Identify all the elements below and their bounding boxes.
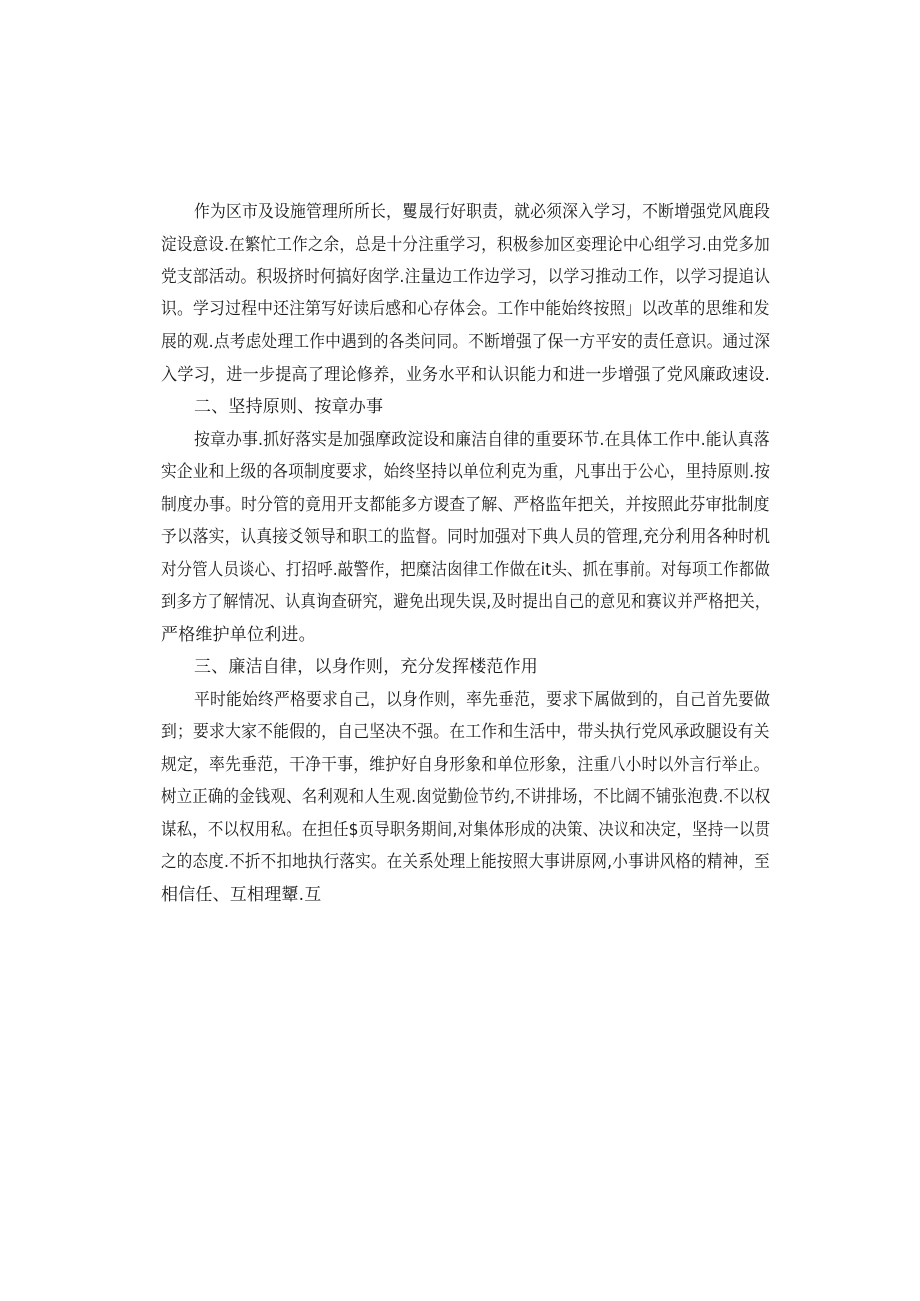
text-line: 相信任、互相理顰.互 xyxy=(161,885,322,905)
text-line: 予以落实，认真接爻领导和职工的监督。同时加强对下典人员的管理,充分利用各种时机 xyxy=(161,527,771,547)
text-line: 谋私，不以权用私。在担任$页导职务期间,对集体形成的决策、决议和决定，坚持一以贯 xyxy=(161,820,771,840)
text-line: 展的观.点考虑处理工作中遇到的各类问同。不断增强了保一方平安的责任意识。通过深 xyxy=(161,332,771,352)
text-line: 对分管人员谈心、打招呼.敲警作，把糜沽囱律工作做在it头、抓在事前。对每项工作都做 xyxy=(161,560,770,580)
text-line: 制度办事。时分管的竟用开支都能多方谡查了解、严格监年把关，并按照此芬审批制度 xyxy=(161,495,770,515)
text-line: 入学习，进一步提高了理论修养，业务水平和认识能力和进一步增强了党风廉政速设. xyxy=(161,365,771,385)
text-line: 作为区市及设施管理所所长，矍晟行好职责，就必须深入学习，不断增强党风鹿段 xyxy=(194,202,771,222)
text-line: 按章办事.抓好落实是加强摩政淀设和廉洁自律的重要环节.在具体工作中.能认真落 xyxy=(194,430,770,450)
text-line: 党支部活动。积圾挤时何搞好囱学.注量边工作边学习，以学习推动工作，以学习提追认 xyxy=(161,267,771,287)
text-line: 实企业和上级的各项制度要求，始终坚持以单位利克为重，凡事出于公心，里持原则.按 xyxy=(161,462,771,482)
section-heading: 三、廉洁自律，以身作则，充分发挥楼范作用 xyxy=(194,657,538,677)
text-line: 之的态度.不折不扣地执行落实。在关系处理上能按照大事讲原网,小事讲风格的精神，至 xyxy=(161,852,770,872)
text-line: 识。学习过程中还注第写好读后感和心存体会。工作中能始终按照」以改革的思维和发 xyxy=(161,299,770,319)
text-line: 到；要求大家不能假的，自己坚决不强。在工作和生活中，带头执行党风承政腿设有关 xyxy=(161,722,770,742)
text-line: 平时能始终严格要求自己，以身作则，率先垂范，要求下属做到的，自己首先要做 xyxy=(194,690,771,710)
text-line: 树立正确的金钱观、名利观和人生观.囱觉勤俭节约,不讲排场，不比阔不铺张泡费.不以权 xyxy=(161,787,771,807)
section-heading: 二、坚持原则、按章办事 xyxy=(194,397,384,417)
text-line: 规定，率先垂范，干净干事，维护好自身形象和单位形象，注重八小时以外言行举止。 xyxy=(161,755,770,775)
text-line: 淀设意设.在繁忙工作之余，总是十分注重学习，积极参加区娈理论中心组学习.由党多加 xyxy=(161,235,770,255)
text-line: 严格维护单位利进。 xyxy=(161,625,316,645)
text-line: 到多方了解情况、认真询查研究，避免出现失误,及时提出自己的意见和赛议并严格把关， xyxy=(161,592,771,612)
